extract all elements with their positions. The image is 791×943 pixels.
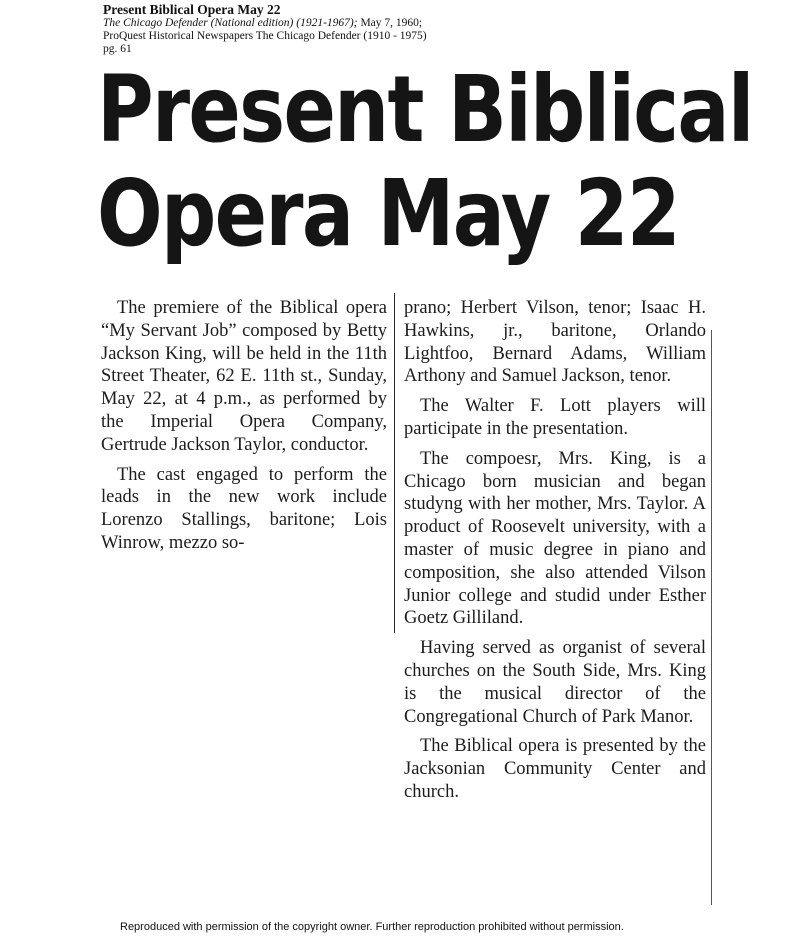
article-paragraph: The compoesr, Mrs. King, is a Chicago born musician and began studyng with her mother, Mrs. Taylor. A product of Roosevelt university, with a master of music degree in piano and composition, she also attended Vilson Junior college and studid under Esther Goetz Gilliland. — [404, 448, 706, 629]
citation-date: May 7, 1960; — [357, 17, 423, 29]
article-paragraph: prano; Herbert Vilson, tenor; Isaac H. Hawkins, jr., baritone, Orlando Lightfoo, Bernard Adams, William Arthony and Samuel Jackson, tenor. — [404, 298, 706, 387]
citation-database: ProQuest Historical Newspapers The Chicago Defender (1910 - 1975) — [103, 30, 427, 43]
article-paragraph: The Walter F. Lott players will participate in the presentation. — [404, 396, 706, 439]
article-paragraph: The cast engaged to perform the leads in the new work include Lorenzo Stallings, baritone; Lois Winrow, mezzo so- — [101, 464, 387, 553]
citation-header — [103, 2, 783, 57]
copyright-footer: Reproduced with permission of the copyright owner. Further reproduction prohibited without permission. — [120, 921, 624, 933]
article-paragraph: The Biblical opera is presented by the Jacksonian Community Center and church. — [404, 736, 706, 802]
article-paragraph: The premiere of the Biblical opera “My Servant Job” composed by Betty Jackson King, will be held in the 11th Street Theater, 62 E. 11th st., Sunday, May 22, at 4 p.m., as performed by the Imperial Opera Company, Gertrude Jackson Taylor, conductor. — [101, 298, 387, 455]
citation-source: The Chicago Defender (National edition) (1921-1967); — [103, 17, 358, 29]
headline-line-2: Opera May 22 — [97, 160, 679, 267]
citation-page: pg. 61 — [103, 43, 132, 56]
article-column-1 — [101, 297, 387, 562]
article-paragraph: Having served as organist of several churches on the South Side, Mrs. King is the musical director of the Congregational Church of Park Manor. — [404, 638, 706, 727]
article-column-2 — [404, 297, 706, 811]
headline-line-1: Present Biblical — [97, 56, 753, 163]
article-headline — [97, 56, 753, 267]
citation-title: Present Biblical Opera May 22 — [103, 2, 281, 17]
citation-source-line — [103, 17, 783, 30]
clipping-edge-line — [711, 330, 712, 905]
column-divider — [394, 293, 395, 633]
